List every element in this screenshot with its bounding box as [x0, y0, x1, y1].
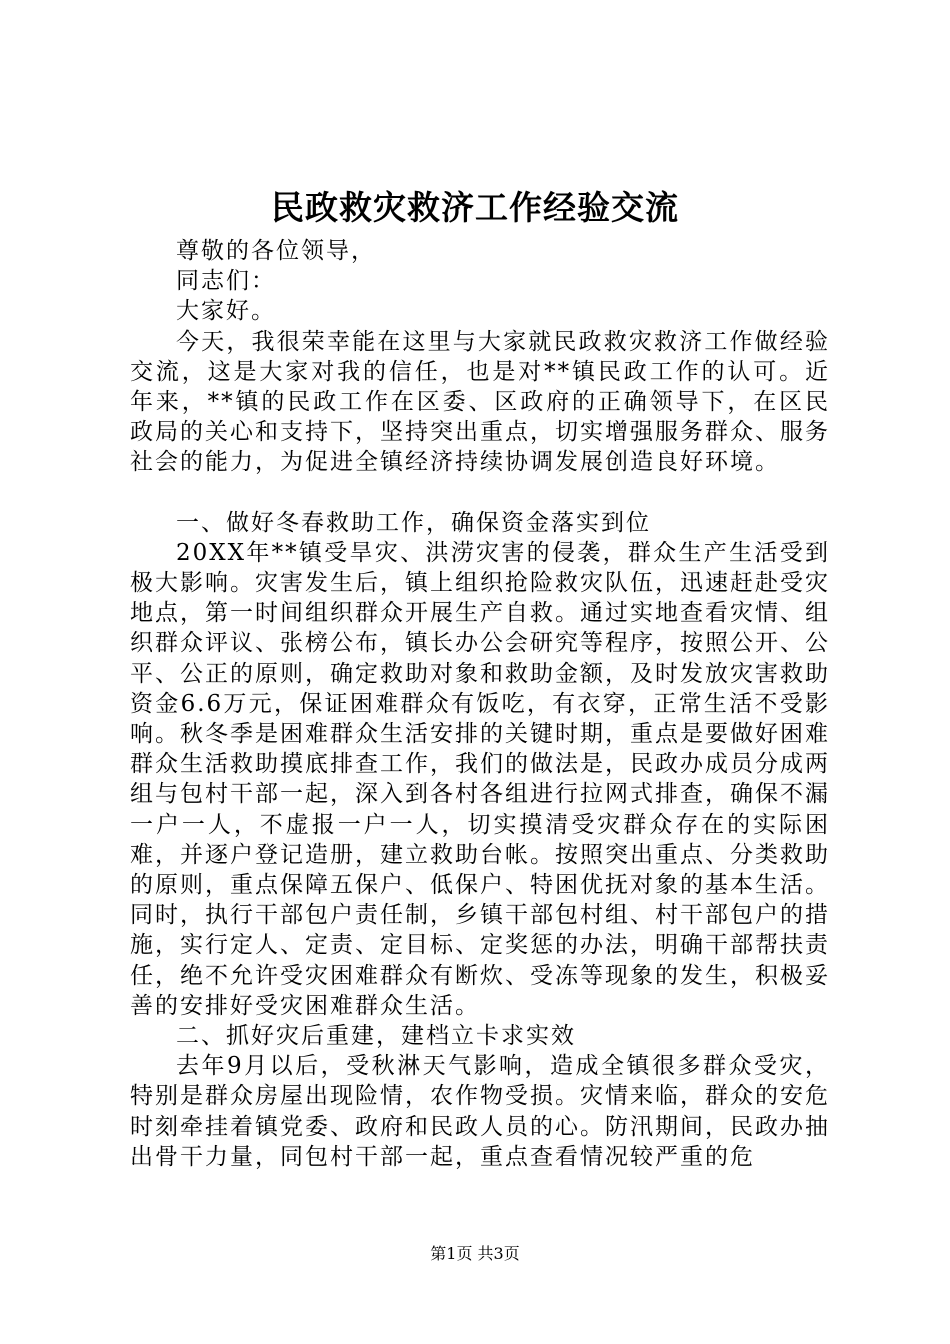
greeting-comrades: 同志们： [176, 268, 276, 295]
section-paragraph-1: 20XX年**镇受旱灾、洪涝灾害的侵袭，群众生产生活受到极大影响。灾害发生后，镇上组织抢险救灾队伍，迅速赶赴受灾地点，第一时间组织群众开展生产自救。通过实地查看灾情、组织群众评议、张榜公布，镇长办公会研究等程序，按照公开、公平、公正的原则，确定救助对象和救助金额，及时发放灾害救助资金6.6万元，保证困难群众有饭吃，有衣穿，正常生活不受影响。秋冬季是困难群众生活安排的关键时期，重点是要做好困难群众生活救助摸底排查工作，我们的做法是，民政办成员分成两组与包村干部一起，深入到各村各组进行拉网式排查，确保不漏一户一人，不虚报一户一人，切实摸清受灾群众存在的实际困难，并逐户登记造册，建立救助台帐。按照突出重点、分类救助的原则，重点保障五保户、低保户、特困优抚对象的基本生活。同时，执行干部包户责任制，乡镇干部包村组、村干部包户的措施，实行定人、定责、定目标、定奖惩的办法，明确干部帮扶责任，绝不允许受灾困难群众有断炊、受冻等现象的发生，积极妥善的安排好受灾困难群众生活。 [130, 539, 830, 1019]
section-heading-2: 二、抓好灾后重建，建档立卡求实效 [176, 1023, 576, 1050]
document-title: 民政救灾救济工作经验交流 [271, 188, 679, 227]
document-body [130, 236, 830, 1172]
intro-paragraph: 今天，我很荣幸能在这里与大家就民政救灾救济工作做经验交流，这是大家对我的信任，也是对**镇民政工作的认可。近年来，**镇的民政工作在区委、区政府的正确领导下，在区民政局的关心和支持下，坚持突出重点，切实增强服务群众、服务社会的能力，为促进全镇经济持续协调发展创造良好环境。 [130, 328, 830, 476]
page-footer: 第1页 共3页 [430, 1244, 520, 1263]
section-paragraph-2: 去年9月以后，受秋淋天气影响，造成全镇很多群众受灾，特别是群众房屋出现险情，农作物受损。灾情来临，群众的安危时刻牵挂着镇党委、政府和民政人员的心。防汛期间，民政办抽出骨干力量，同包村干部一起，重点查看情况较严重的危 [130, 1053, 830, 1170]
greeting-everyone: 大家好。 [176, 298, 276, 325]
greeting-leaders: 尊敬的各位领导， [176, 238, 376, 264]
section-heading-1: 一、做好冬春救助工作，确保资金落实到位 [176, 509, 651, 536]
